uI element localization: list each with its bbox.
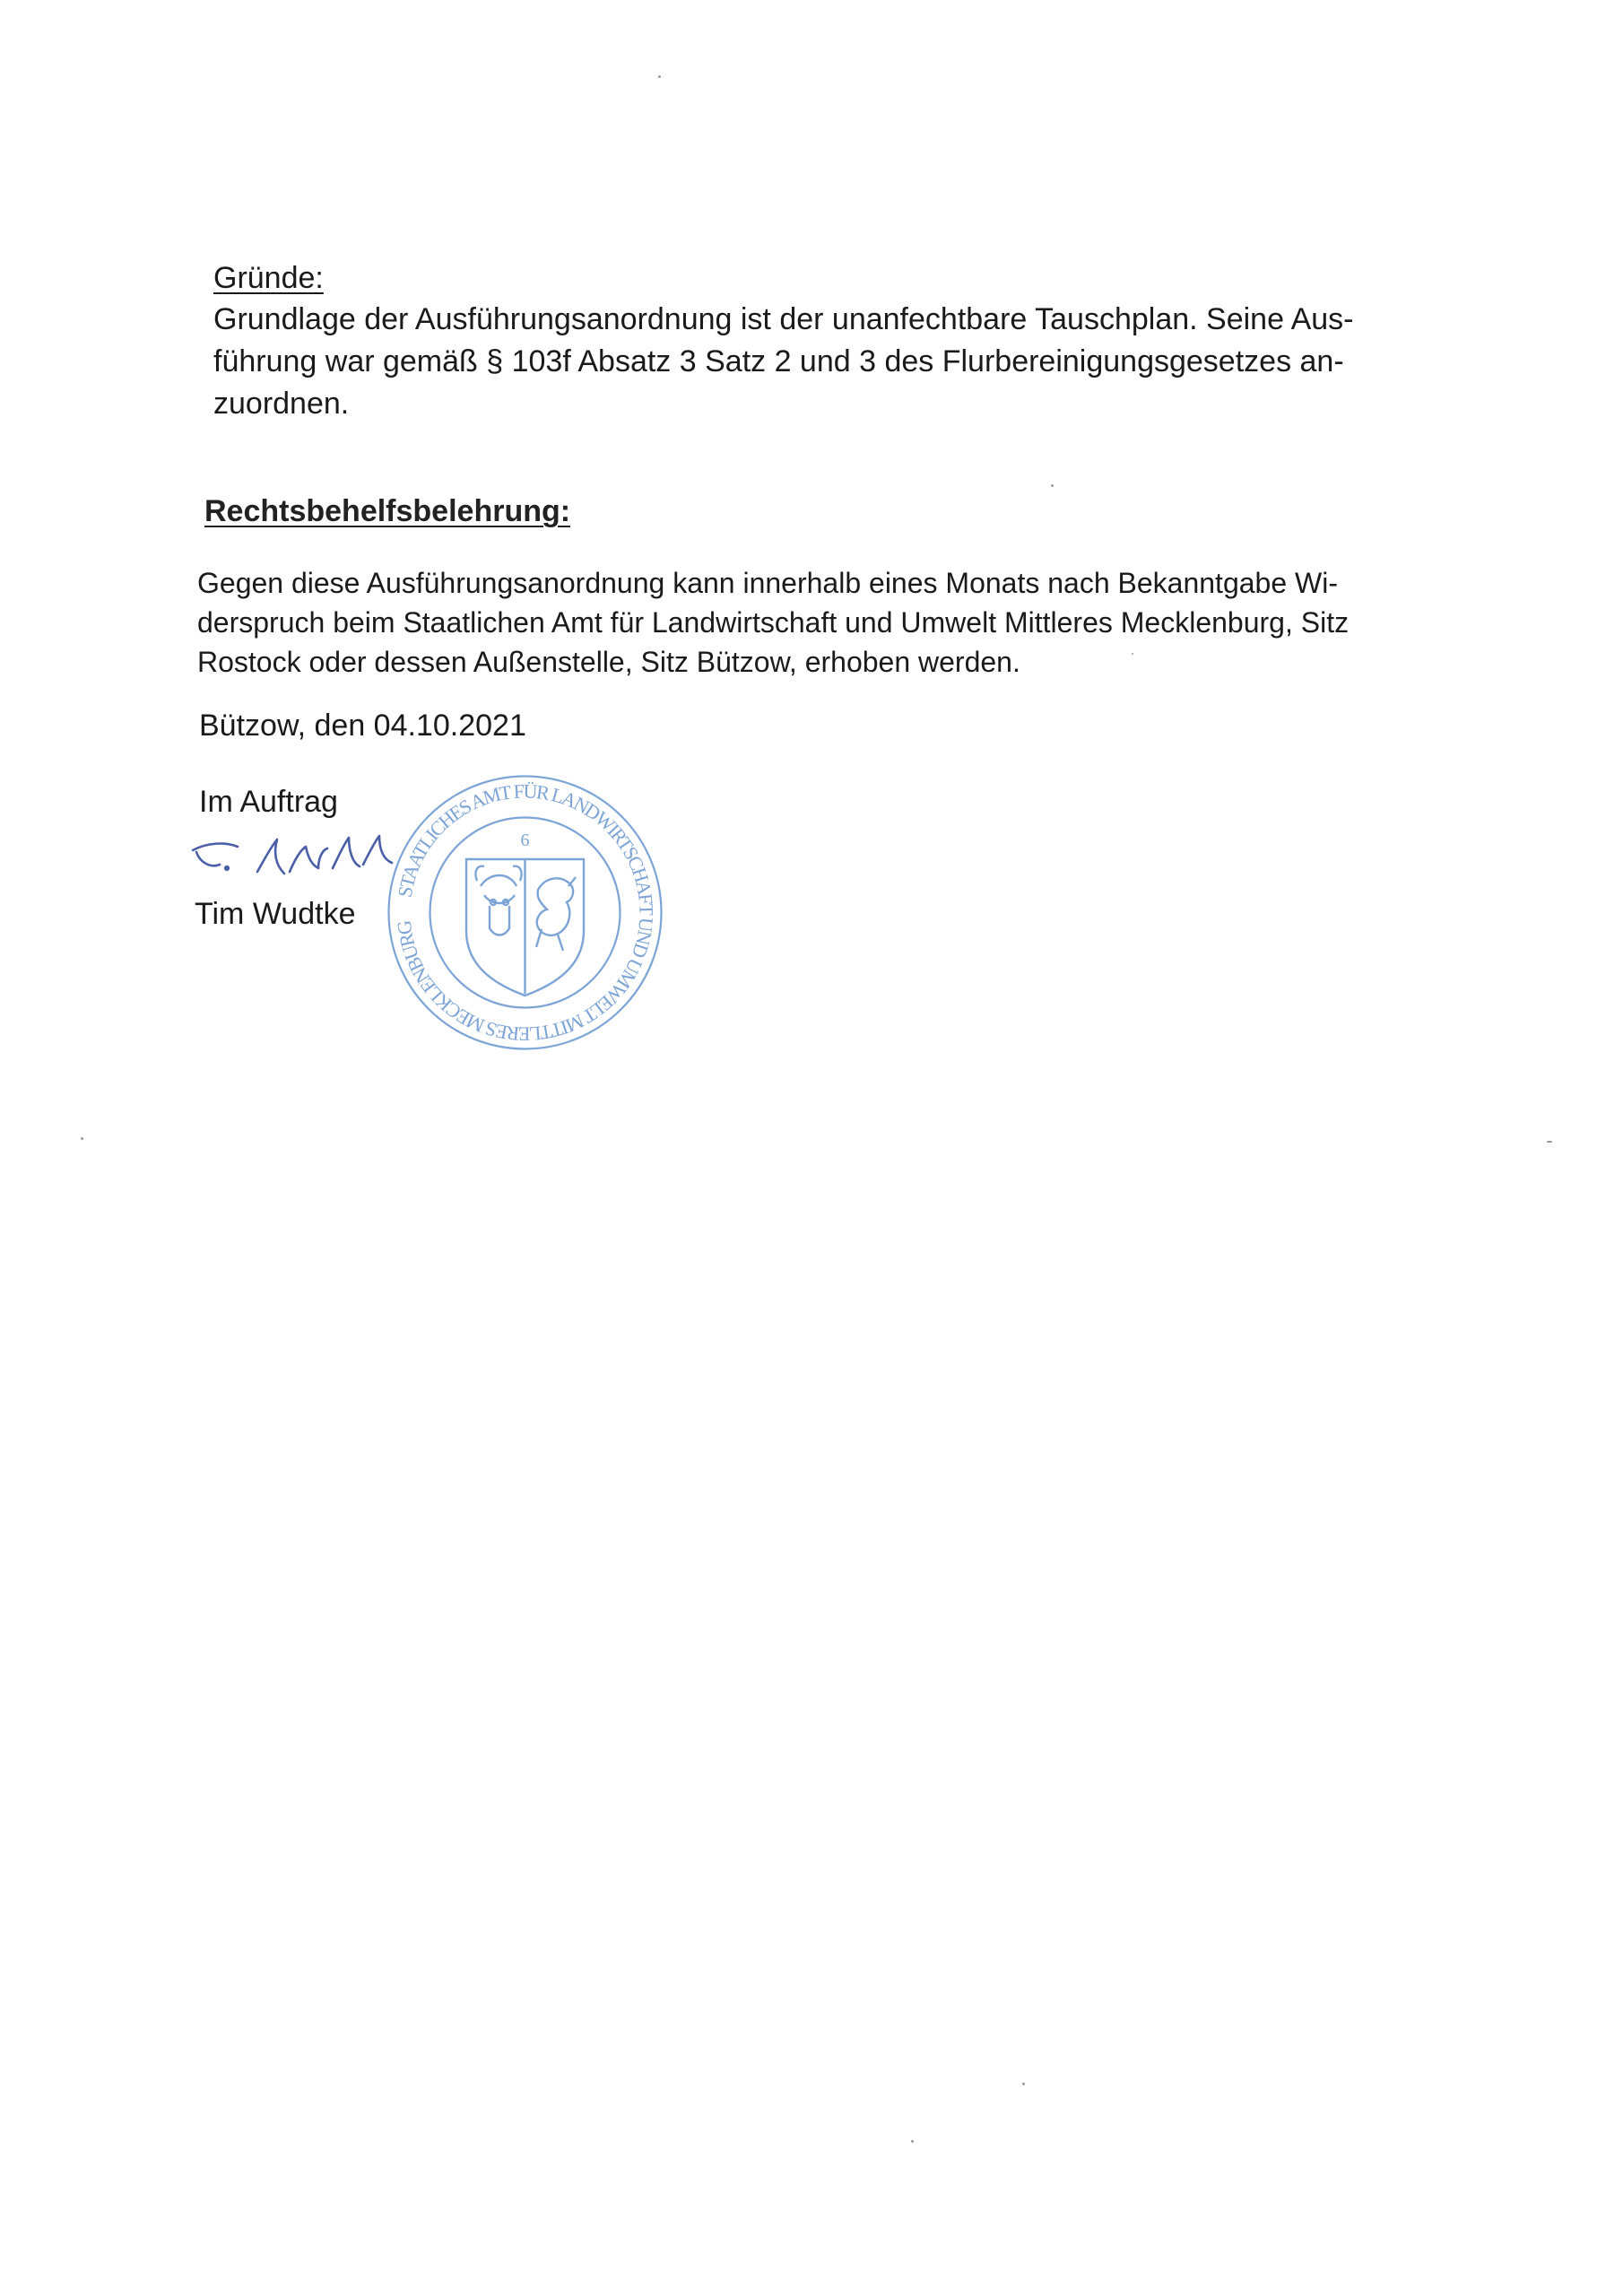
legal-remedy-paragraph xyxy=(197,563,1426,682)
grounds-heading: Gründe: xyxy=(213,261,324,295)
on-behalf-label: Im Auftrag xyxy=(199,785,338,819)
legal-remedy-heading: Rechtsbehelfsbelehrung: xyxy=(204,494,571,528)
grounds-line: führung war gemäß § 103f Absatz 3 Satz 2 und 3 des Flurbereinigungsgesetzes an- xyxy=(213,344,1344,378)
signer-name: Tim Wudtke xyxy=(195,897,356,931)
legal-remedy-line: Gegen diese Ausführungsanordnung kann innerhalb eines Monats nach Bekanntgabe Wi- xyxy=(197,567,1338,599)
scan-speck xyxy=(1022,2083,1025,2085)
scan-speck xyxy=(658,75,661,78)
scan-speck xyxy=(1051,484,1054,487)
legal-remedy-line: derspruch beim Staatlichen Amt für Landwirtschaft und Umwelt Mittleres Mecklenburg, Sitz xyxy=(197,606,1350,639)
official-seal xyxy=(384,771,666,1054)
scan-speck xyxy=(81,1137,83,1140)
grounds-paragraph xyxy=(213,299,1433,425)
scan-speck xyxy=(911,2140,914,2143)
grounds-line: Grundlage der Ausführungsanordnung ist der unanfechtbare Tauschplan. Seine Aus- xyxy=(213,302,1354,336)
handwritten-signature xyxy=(184,823,417,895)
svg-text:STAATLICHES AMT FÜR LANDWIRTSC: STAATLICHES AMT FÜR LANDWIRTSCHAFT UND UMWELT MITTLERES MECKLENBURG xyxy=(392,779,658,1046)
legal-remedy-line: Rostock oder dessen Außenstelle, Sitz Bützow, erhoben werden. xyxy=(197,646,1020,678)
scan-speck xyxy=(1547,1141,1552,1143)
grounds-line: zuordnen. xyxy=(213,387,350,421)
place-date: Bützow, den 04.10.2021 xyxy=(199,709,526,743)
scan-speck xyxy=(1132,653,1133,655)
seal-number: 6 xyxy=(520,831,530,850)
